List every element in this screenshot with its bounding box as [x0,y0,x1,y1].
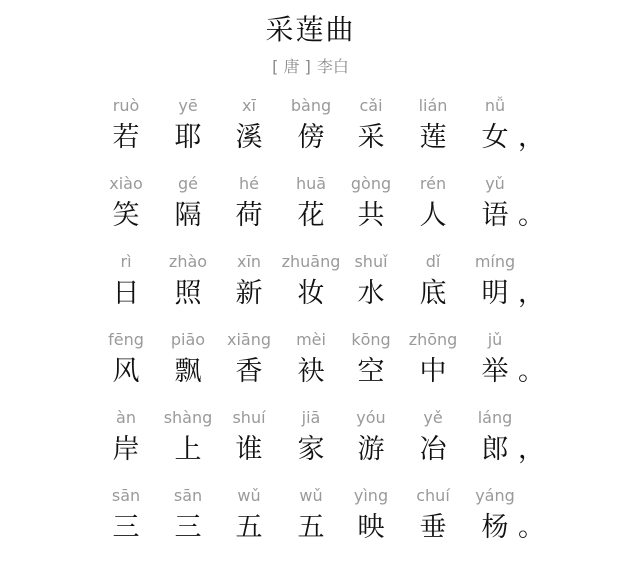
hanzi-character: 采 [357,122,385,153]
pinyin-label: dǐ [425,252,441,271]
hanzi-character: 荷 [235,200,263,231]
hanzi-character: 若 [112,122,140,153]
pinyin-label: àn [116,408,136,427]
pinyin-label: gé [178,174,198,193]
pinyin-label: yě [423,408,443,427]
hanzi-character: 语 [481,200,509,231]
hanzi-character: 空 [357,356,385,387]
hanzi-character: 家 [297,434,325,465]
poem-line [0,94,621,172]
hanzi-character: 花 [297,200,325,231]
punctuation-mark: ， [518,278,545,309]
pinyin-label: cǎi [359,96,383,115]
pinyin-label: yē [178,96,198,115]
pinyin-label: xī [242,96,256,115]
pinyin-label: yìng [353,486,389,505]
pinyin-label: yáng [475,486,515,505]
pinyin-label: shuí [232,408,266,427]
hanzi-character: 飘 [174,356,202,387]
punctuation-mark: ， [518,434,545,465]
pinyin-label: gòng [350,174,392,193]
hanzi-character: 谁 [235,434,263,465]
pinyin-label: piāo [170,330,206,349]
hanzi-character: 隔 [174,200,202,231]
hanzi-character: 日 [112,278,140,309]
punctuation-mark: 。 [518,512,545,543]
hanzi-character: 女 [481,122,509,153]
hanzi-character: 三 [174,512,202,543]
pinyin-label: xiāng [226,330,271,349]
hanzi-character: 莲 [419,122,447,153]
poem-line [0,172,621,250]
punctuation-mark: 。 [518,200,545,231]
pinyin-label: shuǐ [354,252,388,271]
pinyin-label: shàng [163,408,213,427]
hanzi-character: 溪 [235,122,263,153]
pinyin-label: kōng [351,330,391,349]
author-name: 李白 [316,57,349,76]
hanzi-character: 风 [112,356,140,387]
pinyin-label: mèi [296,330,326,349]
hanzi-character: 举 [481,356,509,387]
pinyin-label: sān [111,486,141,505]
hanzi-character: 冶 [419,434,447,465]
pinyin-label: xīn [236,252,262,271]
hanzi-character: 人 [419,200,447,231]
hanzi-character: 上 [174,434,202,465]
pinyin-label: zhuāng [281,252,341,271]
hanzi-character: 傍 [297,122,325,153]
hanzi-character: 中 [419,356,447,387]
hanzi-character: 照 [174,278,202,309]
pinyin-label: rén [419,174,447,193]
hanzi-character: 水 [357,278,385,309]
hanzi-character: 游 [357,434,385,465]
hanzi-character: 杨 [481,512,509,543]
hanzi-character: 耶 [174,122,202,153]
hanzi-character: 映 [357,512,385,543]
pinyin-label: wǔ [299,486,323,505]
hanzi-character: 袂 [297,356,325,387]
hanzi-character: 笑 [112,200,140,231]
hanzi-character: 共 [357,200,385,231]
hanzi-character: 香 [235,356,263,387]
pinyin-label: zhōng [408,330,458,349]
dynasty-label: [ 唐 ] [272,57,311,76]
hanzi-character: 底 [419,278,447,309]
pinyin-label: huā [295,174,327,193]
hanzi-character: 郎 [481,434,509,465]
hanzi-character: 岸 [112,434,140,465]
pinyin-label: xiào [109,174,143,193]
hanzi-character: 垂 [419,512,447,543]
hanzi-character: 明 [481,278,509,309]
pinyin-label: jiā [301,408,321,427]
poem-body [0,94,621,562]
poem-attribution [0,54,621,80]
hanzi-character: 三 [112,512,140,543]
pinyin-label: yóu [356,408,386,427]
pinyin-label: lián [418,96,448,115]
hanzi-character: 新 [235,278,263,309]
pinyin-label: nǚ [484,96,506,115]
poem-line [0,484,621,562]
poem-line [0,328,621,406]
pinyin-label: wǔ [237,486,261,505]
pinyin-label: láng [477,408,513,427]
poem-title: 采莲曲 [265,13,356,46]
pinyin-label: bàng [290,96,332,115]
pinyin-label: hé [239,174,259,193]
pinyin-label: chuí [416,486,450,505]
pinyin-label: yǔ [485,174,505,193]
pinyin-label: sān [173,486,203,505]
pinyin-label: fēng [108,330,144,349]
pinyin-label: ruò [112,96,140,115]
hanzi-character: 五 [297,512,325,543]
poem-line [0,406,621,484]
pinyin-label: rì [120,252,132,271]
poem-line [0,250,621,328]
pinyin-label: míng [474,252,516,271]
punctuation-mark: 。 [518,356,545,387]
punctuation-mark: ， [518,122,545,153]
pinyin-label: zhào [168,252,208,271]
pinyin-label: jǔ [487,330,503,349]
hanzi-character: 五 [235,512,263,543]
hanzi-character: 妆 [297,278,325,309]
